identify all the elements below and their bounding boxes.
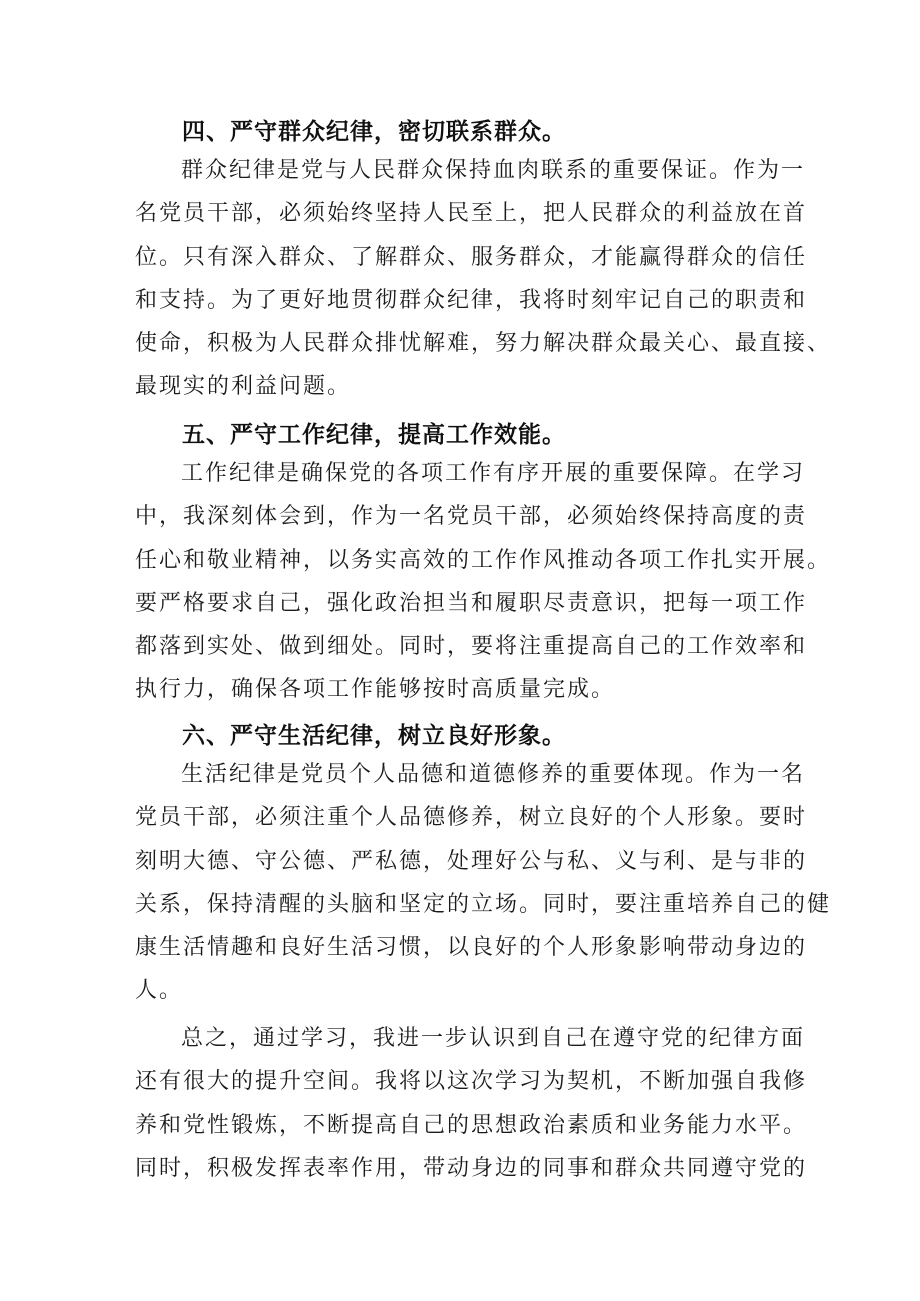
paragraph-line: 和支持。为了更好地贯彻群众纪律，我将时刻牢记自己的职责和: [135, 287, 808, 313]
paragraph-line: 使命，积极为人民群众排忧解难，努力解决群众最关心、最直接、: [135, 331, 832, 357]
paragraph-line: 同时，积极发挥表率作用，带动身边的同事和群众共同遵守党的: [135, 1155, 808, 1181]
paragraph-line: 工作纪律是确保党的各项工作有序开展的重要保障。在学习: [181, 461, 806, 486]
section-heading-5: 五、严守工作纪律，提高工作效能。: [182, 422, 566, 448]
paragraph-line: 总之，通过学习，我进一步认识到自己在遵守党的纪律方面: [181, 1026, 806, 1051]
paragraph-line: 人。: [135, 978, 184, 1004]
section-paragraph-6: [135, 753, 832, 1013]
section-heading-4: 四、严守群众纪律，密切联系群众。: [182, 119, 566, 145]
paragraph-line: 康生活情趣和良好生活习惯，以良好的个人形象影响带动身边的: [135, 935, 808, 961]
paragraph-line: 都落到实处、做到细处。同时，要将注重提高自己的工作效率和: [135, 634, 808, 660]
section-paragraph-5: [135, 452, 832, 712]
paragraph-line: 任心和敬业精神，以务实高效的工作作风推动各项工作扎实开展。: [135, 547, 832, 573]
paragraph-line: 最现实的利益问题。: [135, 374, 352, 400]
paragraph-line: 执行力，确保各项工作能够按时高质量完成。: [135, 677, 616, 703]
section-paragraph-4: [135, 149, 832, 409]
paragraph-line: 位。只有深入群众、了解群众、服务群众，才能赢得群众的信任: [135, 244, 808, 270]
paragraph-line: 群众纪律是党与人民群众保持血肉联系的重要保证。作为一: [181, 158, 806, 183]
paragraph-line: 刻明大德、守公德、严私德，处理好公与私、义与利、是与非的: [135, 848, 808, 874]
paragraph-line: 中，我深刻体会到，作为一名党员干部，必须始终保持高度的责: [135, 504, 808, 530]
section-heading-6: 六、严守生活纪律，树立良好形象。: [182, 723, 566, 749]
conclusion-paragraph: [135, 1017, 808, 1190]
paragraph-line: 还有很大的提升空间。我将以这次学习为契机，不断加强自我修: [135, 1069, 808, 1095]
paragraph-line: 名党员干部，必须始终坚持人民至上，把人民群众的利益放在首: [135, 201, 808, 227]
paragraph-line: 关系，保持清醒的头脑和坚定的立场。同时，要注重培养自己的健: [135, 891, 832, 917]
paragraph-line: 党员干部，必须注重个人品德修养，树立良好的个人形象。要时: [135, 805, 808, 831]
paragraph-line: 要严格要求自己，强化政治担当和履职尽责意识，把每一项工作: [135, 590, 808, 616]
paragraph-line: 生活纪律是党员个人品德和道德修养的重要体现。作为一名: [181, 762, 806, 787]
paragraph-line: 养和党性锻炼，不断提高自己的思想政治素质和业务能力水平。: [135, 1112, 808, 1138]
